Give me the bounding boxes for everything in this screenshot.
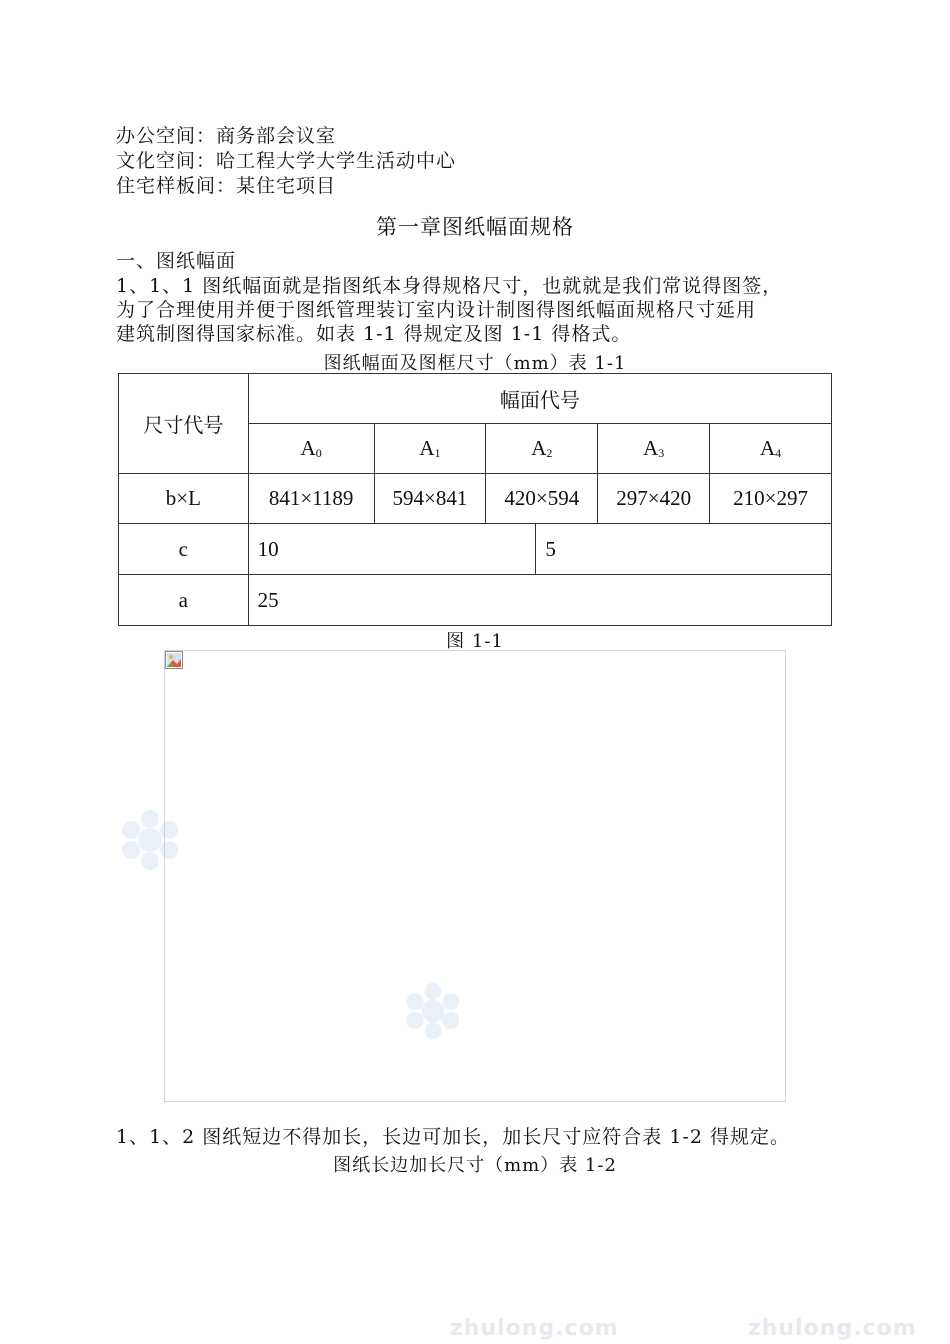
- cell-c-a2-a4: 5: [536, 524, 832, 575]
- size-header-a2: $A_2$: [486, 424, 598, 474]
- paragraph1-line-2: 为了合理使用并便于图纸管理装订室内设计制图得图纸幅面规格尺寸延用: [116, 299, 757, 321]
- paragraph1-line-1: 1、1、1 图纸幅面就是指图纸本身得规格尺寸，也就就是我们常说得图签，: [116, 275, 783, 297]
- cell-c-a0-a2: 10: [248, 524, 536, 575]
- paragraph1-line-3: 建筑制图得国家标准。如表 1-1 得规定及图 1-1 得格式。: [116, 323, 632, 345]
- figure-1-1-image: [164, 650, 786, 1102]
- cell-bxl-a1: 594×841: [374, 474, 486, 524]
- row-label-bxl: b×L: [119, 474, 249, 524]
- footer-watermark-1: zhulong.com: [450, 1316, 619, 1341]
- row-label-c: c: [119, 524, 249, 575]
- row-header-size-code: 尺寸代号: [119, 374, 249, 474]
- cell-bxl-a4: 210×297: [710, 474, 832, 524]
- row-label-a: a: [119, 575, 249, 626]
- paper-size-table: [118, 373, 832, 626]
- table2-caption: 图纸长边加长尺寸（mm）表 1-2: [333, 1155, 617, 1176]
- snowflake-watermark-icon: [400, 978, 466, 1044]
- cell-bxl-a2: 420×594: [486, 474, 598, 524]
- intro-line-2: 文化空间：哈工程大学大学生活动中心: [116, 150, 457, 172]
- section-heading: 一、图纸幅面: [116, 250, 237, 272]
- size-header-a4: $A_4$: [710, 424, 832, 474]
- size-header-a3: $A_3$: [598, 424, 710, 474]
- intro-line-3: 住宅样板间：某住宅项目: [116, 175, 337, 197]
- size-header-a1: $A_1$: [374, 424, 486, 474]
- chapter-title: 第一章图纸幅面规格: [376, 215, 574, 239]
- figure-caption: 图 1-1: [446, 631, 504, 652]
- cell-bxl-a0: 841×1189: [248, 474, 374, 524]
- paragraph2: 1、1、2 图纸短边不得加长，长边可加长，加长尺寸应符合表 1-2 得规定。: [116, 1126, 790, 1148]
- size-header-a0: $A_0$: [248, 424, 374, 474]
- cell-bxl-a3: 297×420: [598, 474, 710, 524]
- table1-caption: 图纸幅面及图框尺寸（mm）表 1-1: [323, 353, 627, 374]
- group-header-format-code: 幅面代号: [248, 374, 831, 424]
- footer-watermark-2: zhulong.com: [748, 1316, 917, 1341]
- broken-image-icon: [165, 651, 183, 669]
- cell-a-all: 25: [248, 575, 831, 626]
- intro-line-1: 办公空间：商务部会议室: [116, 125, 337, 147]
- snowflake-watermark-icon: [115, 805, 185, 875]
